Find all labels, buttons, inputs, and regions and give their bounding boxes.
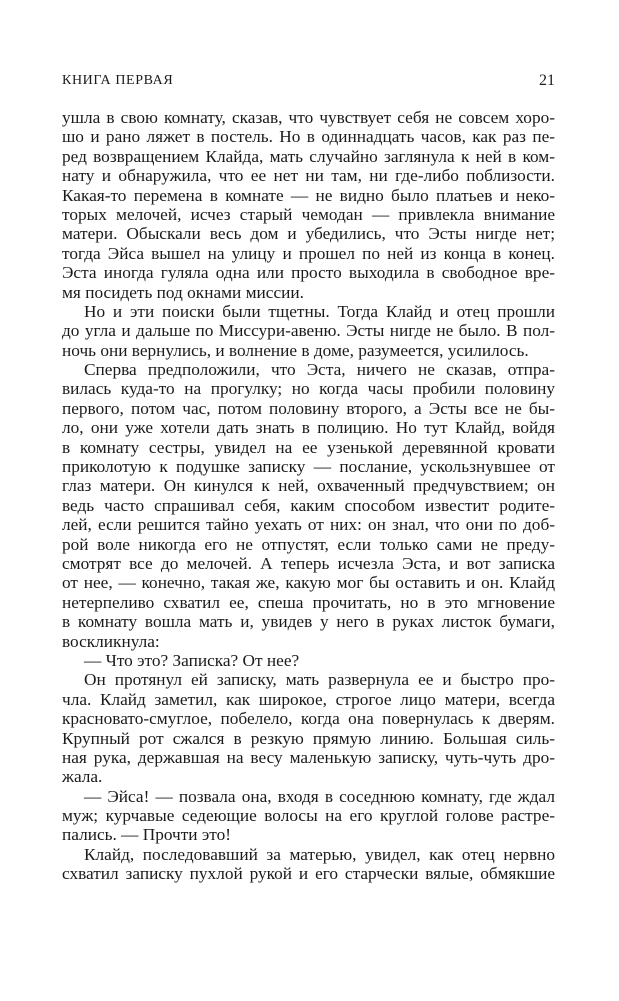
text-line: Крупный рот сжался в резкую прямую линию. Большая силь-	[62, 728, 555, 748]
body-text	[62, 108, 555, 884]
text-line: нетерпеливо схватил ее, спеша прочитать, но в это мгновение	[62, 592, 555, 612]
text-line: Какая-то перемена в комнате — не видно было платьев и неко-	[62, 185, 555, 205]
text-line: схватил записку пухлой рукой и его старчески вялые, обмякшие	[62, 864, 555, 884]
text-line: ред возвращением Клайда, мать случайно заглянула к ней в ком-	[62, 146, 555, 166]
text-line: нату и обнаружила, что ее нет ни там, ни где-либо поблизости.	[62, 166, 555, 186]
text-line: красновато-смуглое, побелело, когда она повернулась к дверям.	[62, 709, 555, 729]
text-line: глаз матери. Он кинулся к ней, охваченный предчувствием; он	[62, 476, 555, 496]
page-header	[62, 70, 555, 92]
running-head: КНИГА ПЕРВАЯ	[62, 73, 174, 88]
text-line: муж; курчавые седеющие волосы на его круглой голове растре-	[62, 806, 555, 826]
text-line: Клайд, последовавший за матерью, увидел, как отец нервно	[84, 844, 555, 864]
text-line: рой воле никогда его не отпустят, если только сами не преду-	[62, 534, 555, 554]
text-line: Эста иногда гуляла одна или просто выходила в свободное вре-	[62, 263, 555, 283]
text-line: от нее, — конечно, такая же, какую мог бы оставить и он. Клайд	[62, 573, 555, 593]
text-line: приколотую к подушке записку — послание, ускользнувшее от	[62, 457, 555, 477]
text-line: — Что это? Записка? От нее?	[84, 650, 300, 670]
text-line: Сперва предположили, что Эста, ничего не сказав, отпра-	[84, 360, 555, 380]
text-line: ная рука, державшая на весу маленькую записку, чуть-чуть дро-	[62, 747, 555, 767]
text-line: первого, потом час, потом половину второго, а Эсты все не бы-	[62, 398, 555, 418]
text-line: вилась куда-то на прогулку; но когда часы пробили половину	[62, 379, 555, 399]
text-line: — Эйса! — позвала она, входя в соседнюю комнату, где ждал	[84, 786, 555, 806]
text-line: тогда Эйса вышел на улицу и прошел по ней из конца в конец.	[62, 243, 555, 263]
text-line: воскликнула:	[62, 631, 160, 651]
text-line: шо и рано ляжет в постель. Но в одиннадцать часов, как раз пе-	[62, 127, 555, 147]
text-line: чла. Клайд заметил, как широкое, строгое лицо матери, всегда	[62, 689, 555, 709]
text-line: в комнату сестры, увидел на ее узенькой деревянной кровати	[62, 437, 555, 457]
text-line: до угла и дальше по Миссури-авеню. Эсты нигде не было. В пол-	[62, 321, 555, 341]
text-line: жала.	[62, 767, 103, 787]
text-line: торых мелочей, исчез старый чемодан — привлекла внимание	[62, 204, 555, 224]
text-line: в комнату вошла мать и, увидев у него в руках листок бумаги,	[62, 612, 555, 632]
text-line: мя посидеть под окнами миссии.	[62, 282, 304, 302]
text-line: ушла в свою комнату, сказав, что чувствует себя не совсем хоро-	[62, 108, 555, 127]
text-line: ведь часто спрашивал себя, каким способом известит родите-	[62, 495, 555, 515]
text-line: лей, если решится тайно уехать от них: он знал, что они по доб-	[62, 515, 555, 535]
text-line: Но и эти поиски были тщетны. Тогда Клайд и отец прошли	[84, 301, 555, 321]
text-line: смотрят все до мелочей. А теперь исчезла Эста, и вот записка	[62, 553, 555, 573]
text-line: Он протянул ей записку, мать развернула ее и быстро про-	[84, 670, 555, 690]
text-line: ло, они уже хотели дать знать в полицию. Но тут Клайд, войдя	[62, 418, 555, 438]
text-line: ночь они вернулись, и волнение в доме, разумеется, усилилось.	[62, 340, 529, 360]
page-number: 21	[539, 72, 555, 89]
text-line: матери. Обыскали весь дом и убедились, что Эсты нигде нет;	[62, 224, 555, 244]
text-line: пались. — Прочти это!	[62, 825, 231, 845]
